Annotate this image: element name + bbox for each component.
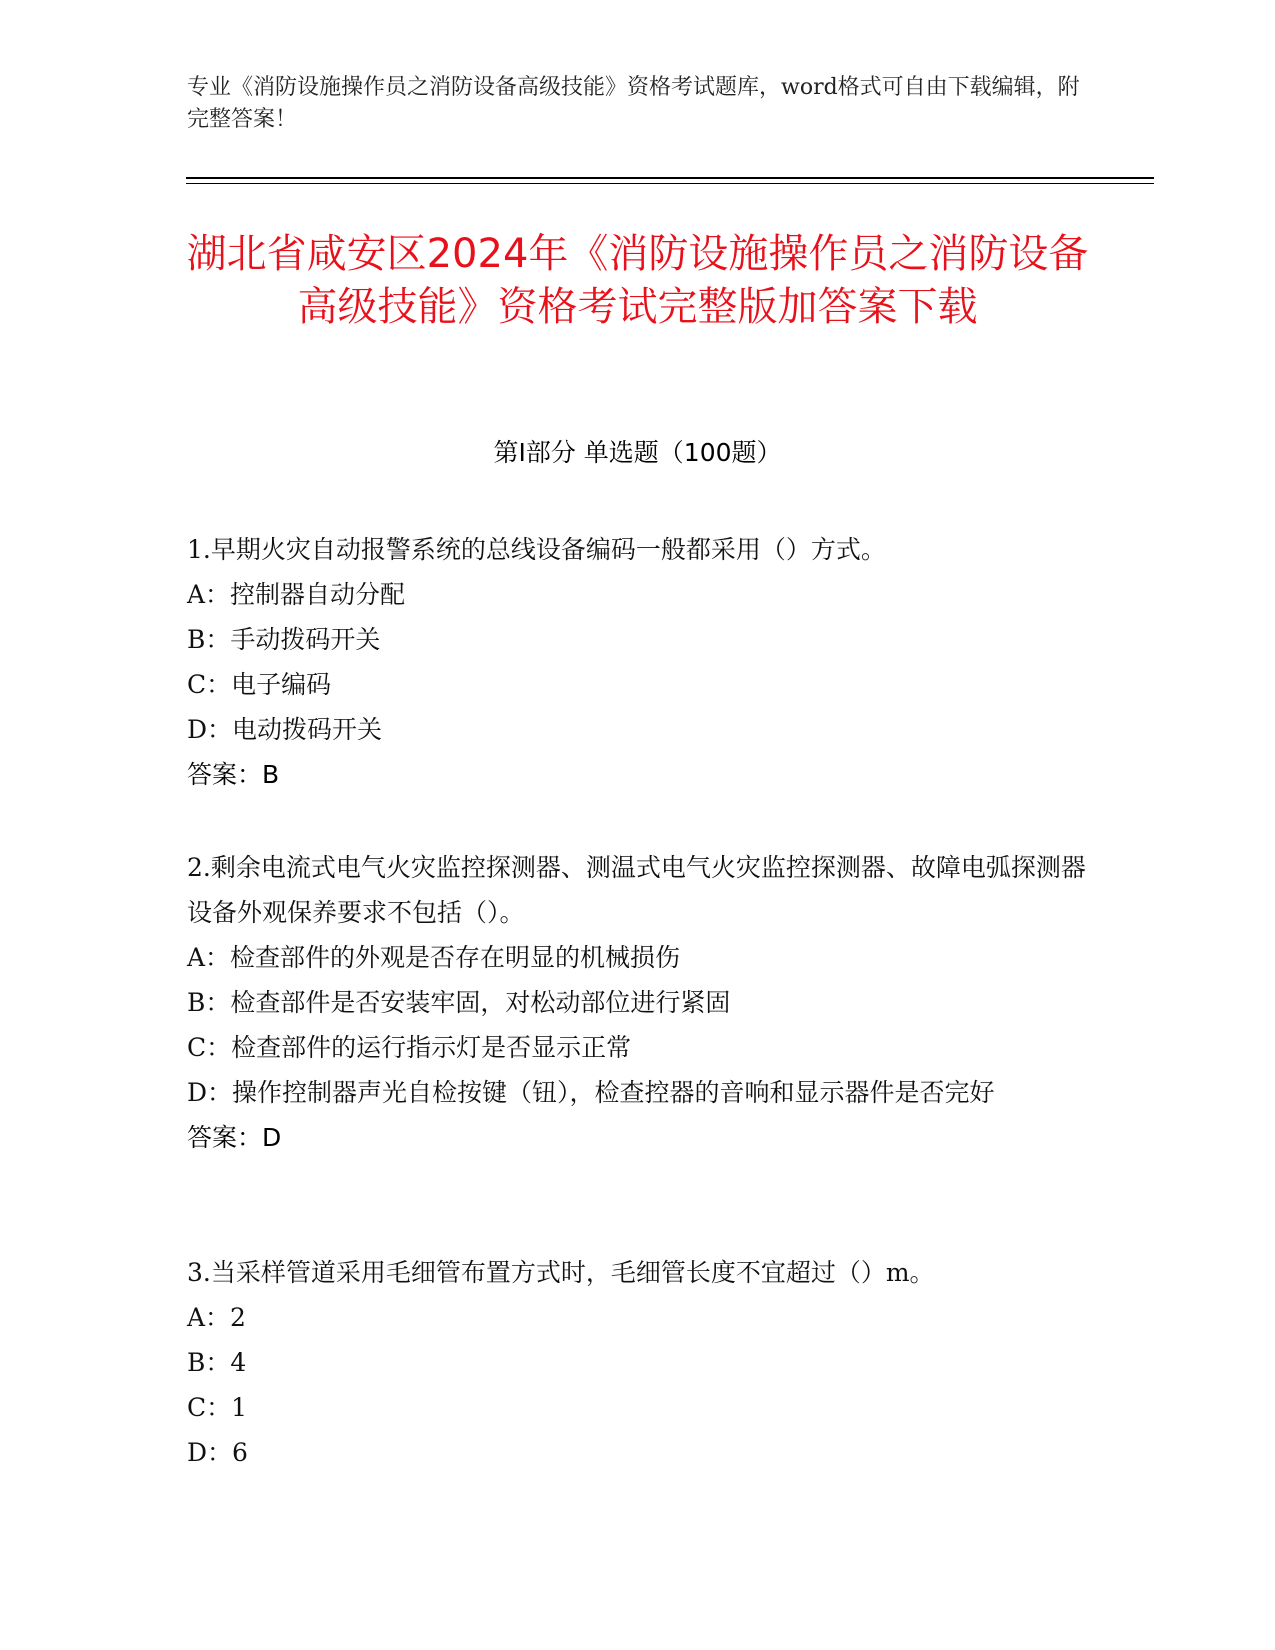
question-text: 3.当采样管道采用毛细管布置方式时，毛细管长度不宜超过（）m。 bbox=[187, 1258, 935, 1287]
document-title: 湖北省咸安区2024年《消防设施操作员之消防设备高级技能》资格考试完整版加答案下载 bbox=[186, 231, 1089, 330]
question-1 bbox=[187, 527, 1087, 797]
option-d: D：操作控制器声光自检按键（钮），检查控器的音响和显示器件是否完好 bbox=[187, 1078, 995, 1107]
option-d: D：6 bbox=[187, 1438, 248, 1467]
option-b: B：手动拨码开关 bbox=[187, 625, 381, 654]
header-divider-thin bbox=[186, 183, 1154, 184]
header-note: 专业《消防设施操作员之消防设备高级技能》资格考试题库，word格式可自由下载编辑，附完整答案！ bbox=[187, 75, 1080, 132]
option-d: D：电动拨码开关 bbox=[187, 715, 383, 744]
option-b: B：4 bbox=[187, 1348, 247, 1377]
option-b: B：检查部件是否安装牢固，对松动部位进行紧固 bbox=[187, 988, 731, 1017]
option-a: A：控制器自动分配 bbox=[187, 580, 406, 609]
option-a: A：检查部件的外观是否存在明显的机械损伤 bbox=[187, 943, 681, 972]
option-c: C：1 bbox=[187, 1393, 248, 1422]
question-3 bbox=[187, 1250, 1087, 1475]
question-text: 1.早期火灾自动报警系统的总线设备编码一般都采用（）方式。 bbox=[187, 535, 886, 564]
section-title: 第I部分 单选题（100题） bbox=[493, 438, 782, 467]
option-c: C：电子编码 bbox=[187, 670, 332, 699]
answer: 答案：D bbox=[187, 1123, 282, 1152]
question-text: 2.剩余电流式电气火灾监控探测器、测温式电气火灾监控探测器、故障电弧探测器设备外观保养要求不包括（）。 bbox=[187, 853, 1086, 927]
header-divider-thick bbox=[186, 177, 1154, 179]
option-a: A：2 bbox=[187, 1303, 246, 1332]
answer: 答案：B bbox=[187, 760, 280, 789]
option-c: C：检查部件的运行指示灯是否显示正常 bbox=[187, 1033, 632, 1062]
question-2 bbox=[187, 845, 1087, 1160]
